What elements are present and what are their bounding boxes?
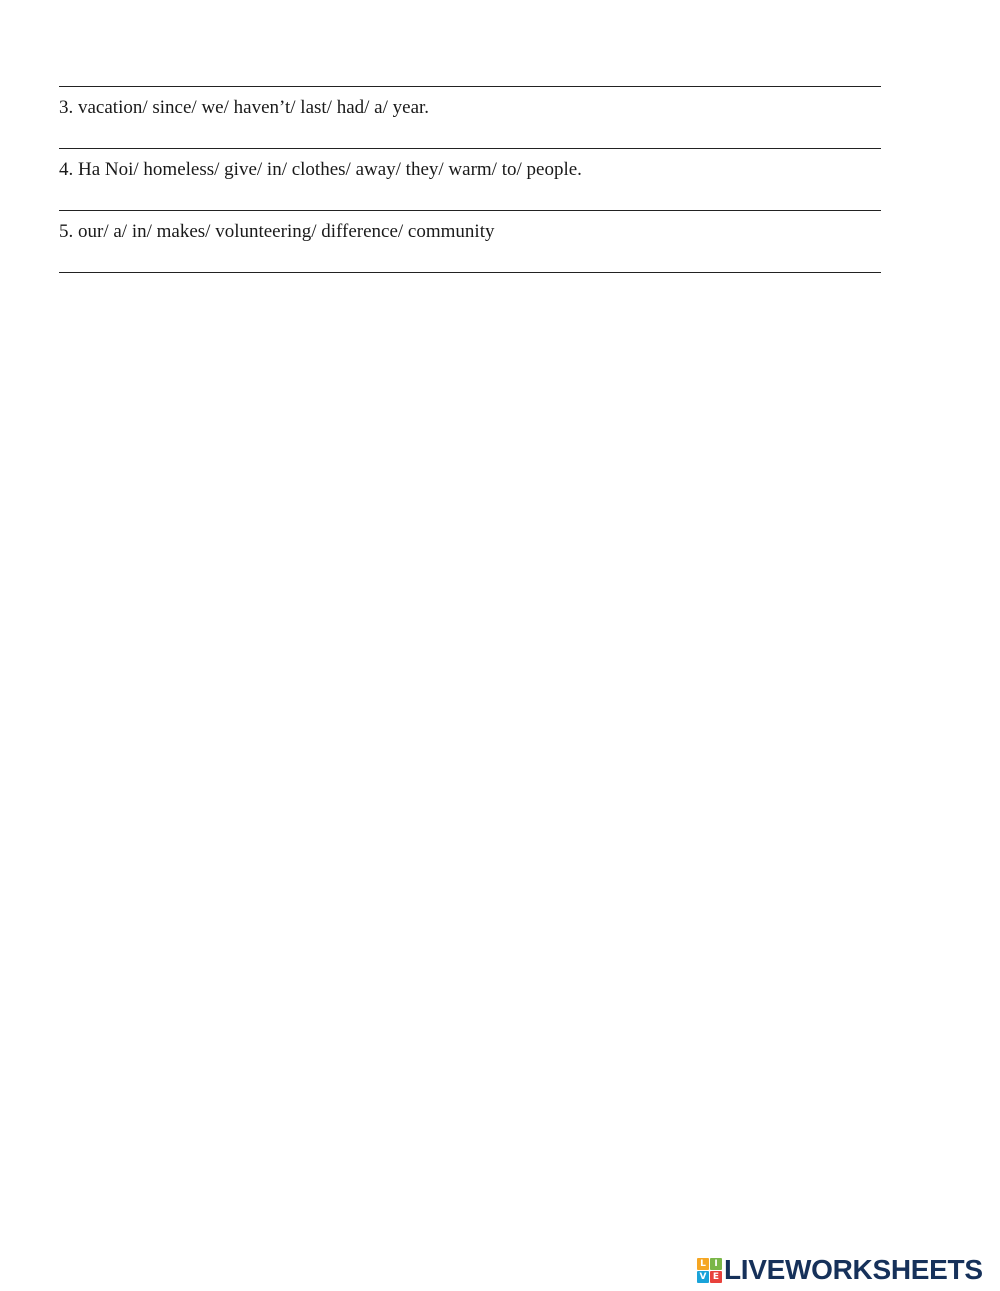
question-4: 4. Ha Noi/ homeless/ give/ in/ clothes/ away/ they/ warm/ to/ people.	[59, 159, 582, 180]
answer-line-5[interactable]	[59, 272, 881, 273]
logo-tiles-icon	[697, 1258, 722, 1283]
logo-tile-i: I	[710, 1258, 722, 1270]
answer-line-2[interactable]	[59, 86, 881, 87]
logo-tile-e: E	[710, 1271, 722, 1283]
logo-tile-l: L	[697, 1258, 709, 1270]
answer-line-4[interactable]	[59, 210, 881, 211]
logo-tile-v: V	[697, 1271, 709, 1283]
logo-wordmark: LIVEWORKSHEETS	[724, 1254, 983, 1285]
question-5: 5. our/ a/ in/ makes/ volunteering/ difference/ community	[59, 221, 495, 242]
answer-line-3[interactable]	[59, 148, 881, 149]
question-3: 3. vacation/ since/ we/ haven’t/ last/ had/ a/ year.	[59, 97, 430, 118]
liveworksheets-logo	[697, 1255, 983, 1285]
